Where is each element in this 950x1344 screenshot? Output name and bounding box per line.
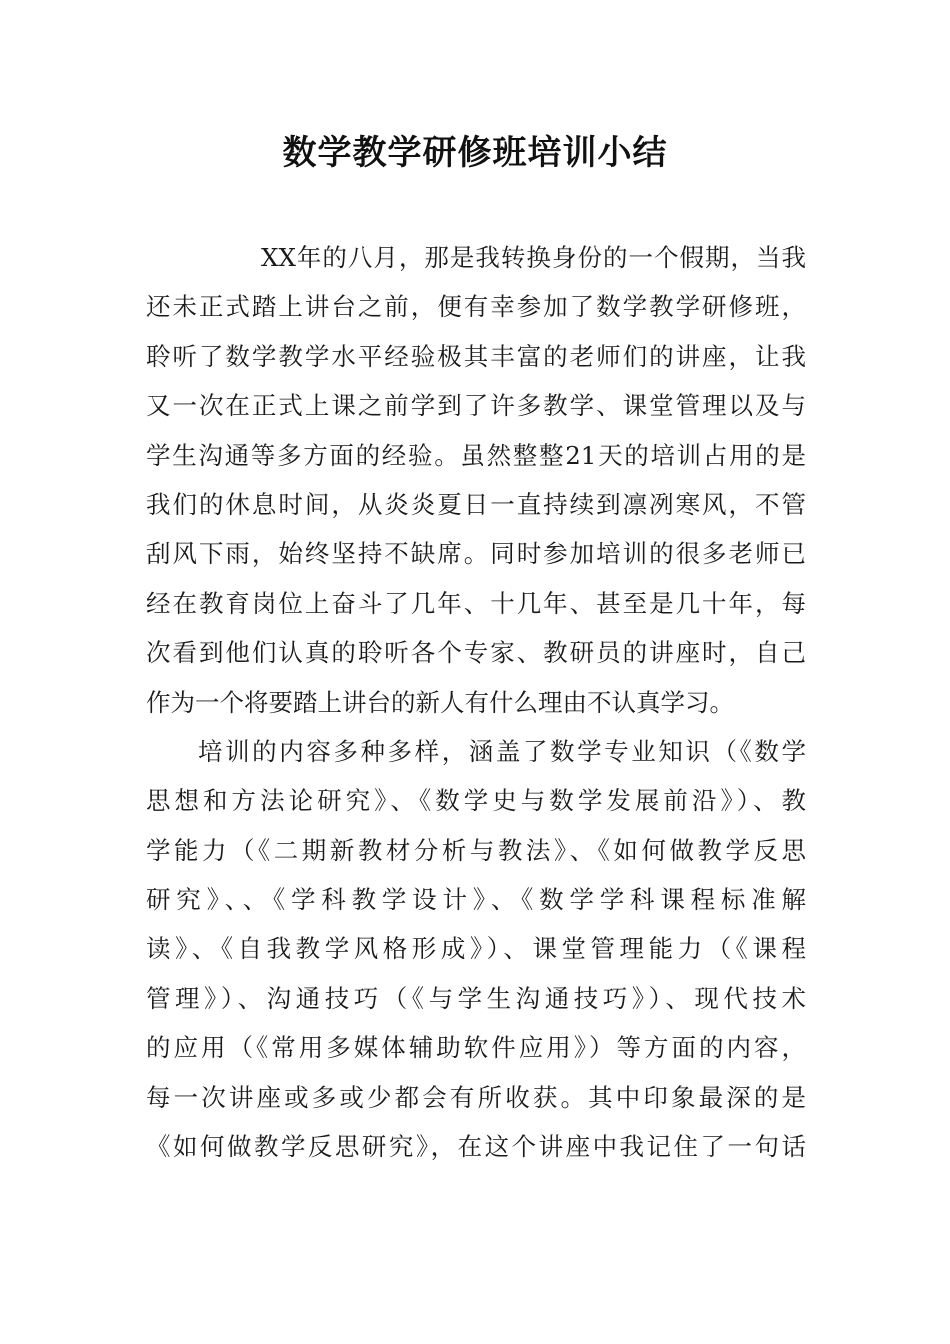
paragraph-2-line-7: 的应用（《常用多媒体辅助软件应用》）等方面的内容， (146, 1033, 806, 1063)
paragraph-1-line-9: 次看到他们认真的聆听各个专家、教研员的讲座时，自己 (146, 638, 806, 668)
paragraph-1-line-2: 还未正式踏上讲台之前，便有幸参加了数学教学研修班， (146, 292, 806, 322)
paragraph-2-line-9: 《如何做教学反思研究》，在这个讲座中我记住了一句话 (146, 1132, 806, 1162)
paragraph-2-line-6: 管理》）、沟通技巧（《与学生沟通技巧》）、现代技术 (146, 983, 806, 1013)
paragraph-2-line-8: 每一次讲座或多或少都会有所收获。其中印象最深的是 (146, 1082, 806, 1112)
paragraph-1-line-4: 又一次在正式上课之前学到了许多教学、课堂管理以及与 (146, 391, 806, 421)
paragraph-2-line-1: 培训的内容多种多样，涵盖了数学专业知识（《数学 (198, 736, 806, 766)
paragraph-2-line-2: 思想和方法论研究》、《数学史与数学发展前沿》）、教 (146, 786, 806, 816)
paragraph-1-line-10: 作为一个将要踏上讲台的新人有什么理由不认真学习。 (146, 687, 734, 717)
paragraph-2-line-4: 研究》、、《学科教学设计》、《数学学科课程标准解 (146, 885, 806, 915)
paragraph-1-line-3: 聆听了数学教学水平经验极其丰富的老师们的讲座，让我 (146, 341, 806, 371)
paragraph-1-line-8: 经在教育岗位上奋斗了几年、十几年、甚至是几十年，每 (146, 588, 806, 618)
paragraph-2-line-5: 读》、《自我教学风格形成》）、课堂管理能力（《课程 (146, 934, 806, 964)
paragraph-1-line-6: 我们的休息时间，从炎炎夏日一直持续到凛冽寒风，不管 (146, 489, 806, 519)
paragraph-2-line-3: 学能力（《二期新教材分析与教法》、《如何做教学反思 (146, 835, 806, 865)
document-body (146, 233, 806, 1171)
paragraph-1-line-7: 刮风下雨，始终坚持不缺席。同时参加培训的很多老师已 (146, 539, 806, 569)
paragraph-1-line-1: XX年的八月，那是我转换身份的一个假期，当我 (261, 243, 806, 272)
paragraph-1-line-5: 学生沟通等多方面的经验。虽然整整21天的培训占用的是 (146, 440, 806, 470)
document-title: 数学教学研修班培训小结 (282, 133, 668, 173)
